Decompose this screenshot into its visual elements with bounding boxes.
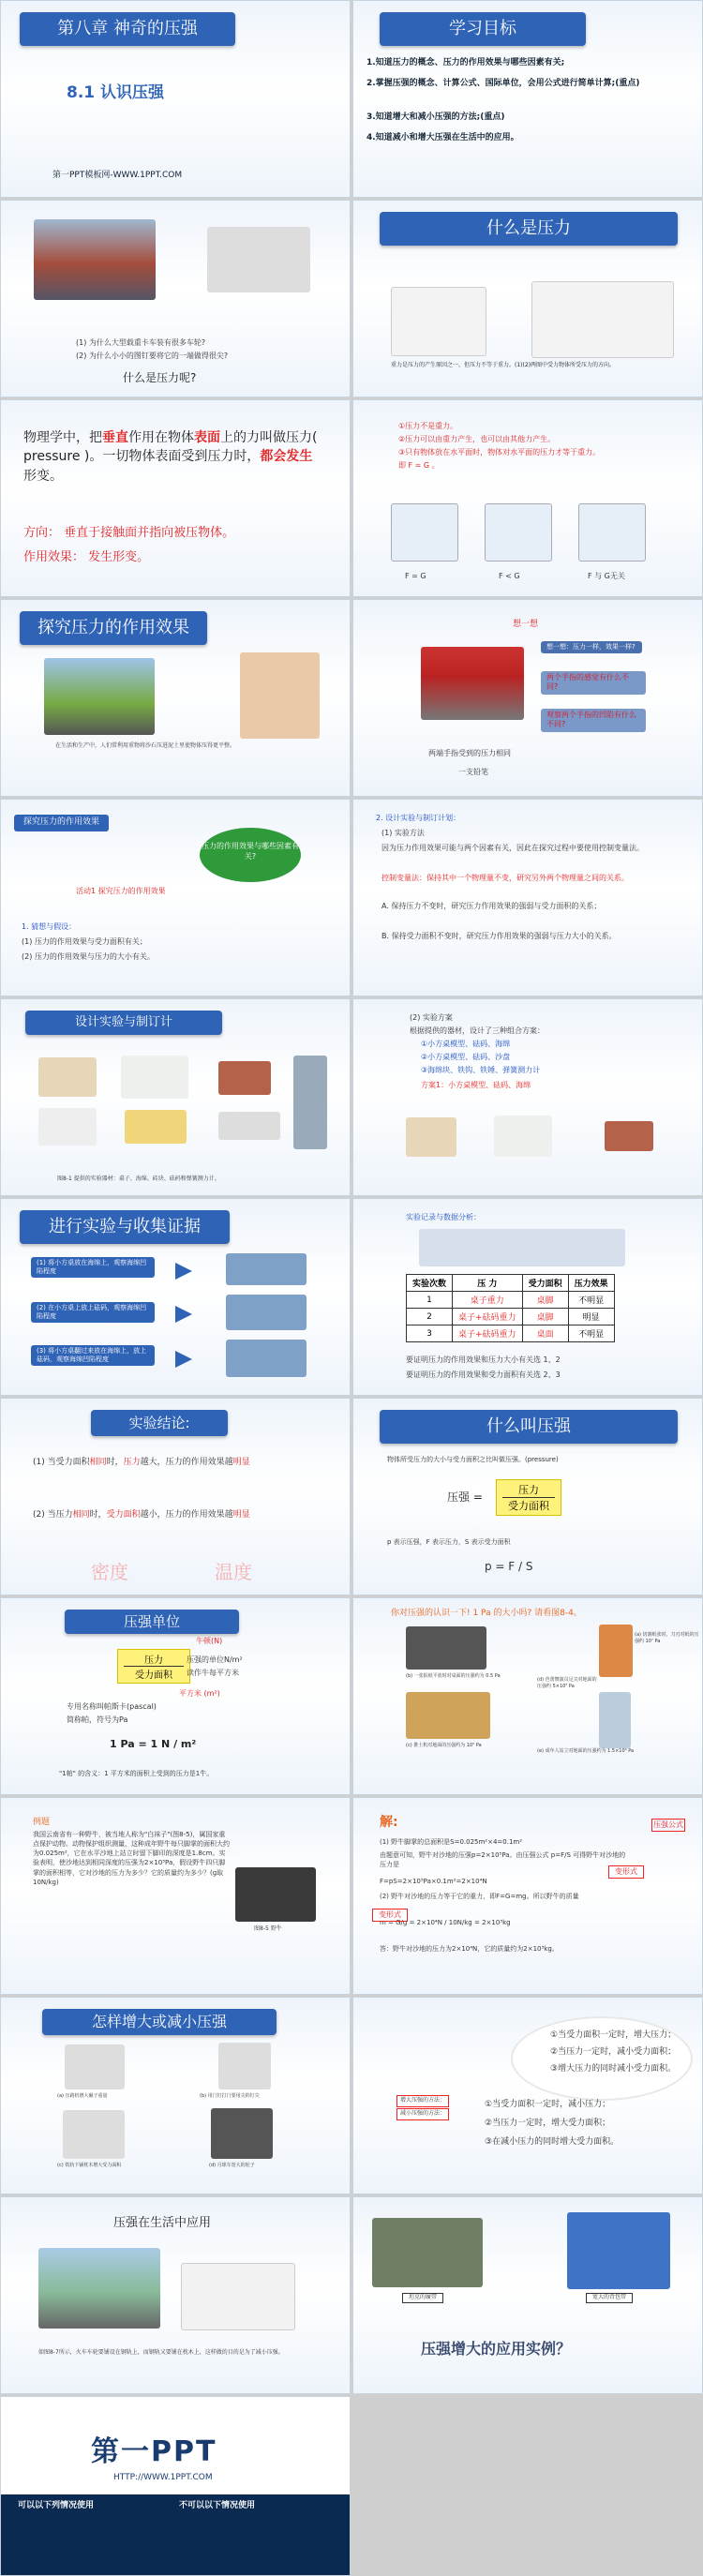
sponge-table-3 (226, 1340, 307, 1377)
cell: 桌子+砝码重力 (453, 1309, 523, 1325)
caption-b: (b) 用门钉打门要用尖的钉尖 (200, 2093, 260, 2099)
conclusion-line-1 (33, 1457, 314, 1469)
plan-a: A. 保持压力不变时，研究压力作用效果的强弱与受力面积的关系； (381, 902, 602, 910)
data-heading: 实验记录与数据分析： (406, 1213, 481, 1221)
option-3: ③海绵块、铁钩、铁锤、弹簧测力计 (421, 1066, 541, 1074)
slide-brand[interactable] (0, 2396, 351, 2576)
objective-3: 3.知道增大和减小压强的方法;(重点) (366, 112, 505, 122)
rover-image (211, 2108, 273, 2159)
slide-applications[interactable] (0, 2196, 351, 2394)
slide-heading: 探究压力的作用效果 (14, 815, 109, 831)
sponge-table-2 (226, 1295, 307, 1330)
arrow-right-icon (175, 1306, 192, 1323)
col-header: 实验次数 (407, 1275, 453, 1292)
cell: 1 (407, 1292, 453, 1309)
brick-image (218, 1061, 271, 1095)
rail-image (63, 2110, 125, 2159)
slide-units[interactable] (0, 1597, 351, 1795)
faded-word-2: 温度 (215, 1561, 252, 1583)
objective-4: 4.知道减小和增大压强在生活中的应用。 (366, 133, 519, 142)
cell: 明显 (568, 1309, 614, 1325)
slide-pressure-def[interactable] (352, 1398, 703, 1595)
label-increase: 增大压强的方法： (396, 2095, 449, 2107)
cell: 不明显 (568, 1325, 614, 1342)
text: 压力 (123, 1458, 141, 1467)
cell: 桌子+砝码重力 (453, 1325, 523, 1342)
ox-caption: 图8-5 野牛 (254, 1925, 282, 1932)
label-f-eq-g: F = G (405, 572, 426, 580)
step-5: m = G/g = 2×10⁴N / 10N/kg = 2×10³kg (380, 1919, 511, 1926)
diagram-wall (578, 503, 646, 562)
usage-panel (1, 2494, 351, 2576)
def-part-3: 作用在物体 (128, 430, 194, 445)
cell: 桌脚 (522, 1292, 568, 1309)
faded-word-1: 密度 (91, 1561, 128, 1583)
diagram-flat (391, 503, 458, 562)
slide-heading: 探究压力的作用效果 (20, 611, 207, 645)
cell: 2 (407, 1309, 453, 1325)
step-2: 由题意可知，野牛对沙地的压强p=2×10⁵Pa。由压强公式 p=F/S 可得野牛对沙地的压力是 (380, 1851, 626, 1869)
effect-text: 作用效果： 发生形变。 (23, 550, 150, 564)
slide-design[interactable] (352, 799, 703, 996)
option-1: ①小方桌模型、砝码、海绵 (421, 1040, 511, 1048)
unit-formula-box: 压力 受力面积 (117, 1649, 190, 1684)
text: 明显 (232, 1458, 250, 1467)
conclusion-1: 要证明压力的作用效果和压力大小有关选 1、2 (406, 1355, 561, 1364)
knife-image (599, 1625, 633, 1677)
text: (2) 当压力 (33, 1510, 73, 1520)
sponge-block-image (125, 1110, 187, 1144)
table-image (406, 1117, 456, 1157)
pressure-label: 压强 = (447, 1490, 483, 1504)
col-header: 压 力 (453, 1275, 523, 1292)
text: 相同 (89, 1458, 107, 1467)
def-surface: 表面 (194, 430, 220, 445)
unit-note-1: 压强的单位N/m² (187, 1655, 243, 1664)
note-4: 即 F = G 。 (398, 461, 440, 470)
text: 受力面积 (106, 1510, 141, 1520)
tag-variant-2: 变形式 (372, 1909, 408, 1922)
unit-sqm: 平方米 (m²) (179, 1689, 220, 1698)
brand-logo: 第一PPT (91, 2435, 217, 2468)
slide-equipment[interactable] (0, 998, 351, 1196)
increase-1: ①当受力面积一定时，增大压力； (550, 2030, 677, 2040)
slide-pa-examples[interactable] (352, 1597, 703, 1795)
applications-text: 如图8-7所示，火车车轮要铺设在钢轨上，而钢轨又要铺在枕木上，这样做的目的是为了减小压强。 (38, 2349, 284, 2356)
question-2: (2) 为什么小小的图钉要将它的一端做得很尖? (76, 352, 229, 360)
hypothesis-cloud: 压力的作用效果与哪些因素有关? (200, 828, 301, 882)
caption-1: 两端手指受到的压力相同 (428, 749, 511, 757)
text: (1) 当受力面积 (33, 1458, 90, 1467)
chapter-title: 第八章 神奇的压强 (20, 12, 235, 46)
increase-3: ③增大压力的同时减小受力面积。 (550, 2064, 677, 2074)
slide-definition[interactable] (0, 399, 351, 597)
text: 越小，压力的作用效果越 (140, 1510, 233, 1520)
answer: 答：野牛对沙地的压力为2×10⁴N，它的质量约为2×10³kg。 (380, 1945, 559, 1953)
note-2: ②压力可以由重力产生，也可以由其他力产生。 (398, 435, 556, 443)
cell: 桌面 (522, 1325, 568, 1342)
control-variable-text: 控制变量法：保持其中一个物理量不变，研究另外两个物理量之间的关系。 (381, 874, 629, 882)
empty-cell (352, 2396, 703, 2576)
table-header (407, 1275, 615, 1292)
sponge-image (121, 1056, 188, 1099)
cell: 桌脚 (522, 1309, 568, 1325)
backpack-caption: 宽大的背包带 (586, 2293, 633, 2303)
slide-increase-decrease[interactable] (0, 1997, 351, 2194)
caption-a: (a) 切割纸张时，刀刃对纸的压强约 10⁷ Pa (635, 1632, 699, 1645)
method-text: 因为压力作用效果可能与两个因素有关，因此在探究过程中要使用控制变量法。 (381, 844, 644, 852)
solution-heading: 解: (380, 1815, 398, 1830)
objective-2: 2.掌握压强的概念、计算公式、国际单位，会用公式进行简单计算;(重点) (366, 79, 640, 88)
text: 明显 (232, 1510, 250, 1520)
design-heading: 2. 设计实验与制订计划： (376, 814, 461, 822)
usage-forbidden: 不可以以下情况使用 (179, 2501, 256, 2510)
increase-2: ②当压力一定时，减小受力面积； (550, 2047, 677, 2057)
caption-b: (b) 一张报纸平放时对桌面的压强约为 0.5 Pa (406, 1673, 501, 1679)
brick-image (605, 1121, 653, 1151)
label-f-unrelated: F 与 G无关 (588, 572, 625, 580)
conclusion-2: 要证明压力的作用效果和受力面积有关选 2、3 (406, 1370, 561, 1379)
rope-image (38, 1108, 97, 1146)
slide-examples-question[interactable] (352, 2196, 703, 2394)
bottle-on-table-image (391, 287, 486, 356)
data-table (406, 1274, 615, 1342)
label-f-lt-g: F < G (499, 572, 520, 580)
what-is-pressure-question: 什么是压力呢? (123, 371, 197, 384)
objectives-title: 学习目标 (380, 12, 586, 46)
slide-conclusion[interactable] (0, 1398, 351, 1595)
text: 越大，压力的作用效果越 (140, 1458, 233, 1467)
sponge-table-1 (226, 1253, 307, 1285)
symbols-text: p 表示压强，F 表示压力，S 表示受力面积 (387, 1538, 511, 1546)
wild-ox-image (235, 1867, 316, 1922)
step-1: (1) 野牛脚掌的总面积是S=0.025m²×4=0.1m² (380, 1838, 523, 1846)
sponge-image (494, 1116, 552, 1157)
table-image (38, 1057, 97, 1097)
pascal-name: 专用名称叫帕斯卡(pascal) (67, 1702, 157, 1711)
note-1: ①压力不是重力。 (398, 422, 458, 430)
text: 时， (89, 1510, 107, 1520)
step-2: (2) 在小方桌上放上砝码，观察海绵凹陷程度 (31, 1302, 155, 1323)
caption-d: (d) 月球车宽大的轮子 (209, 2163, 255, 2168)
question-text: 压强增大的应用实例？ (421, 2340, 572, 2358)
think-q2: 两个手指的感觉有什么不同? (541, 671, 646, 695)
brand-url[interactable]: HTTP://WWW.1PPT.COM (113, 2473, 213, 2482)
nail-image (218, 2043, 271, 2089)
caption-d: (d) 芭蕾舞演员足尖对地面的压强约 5×10⁵ Pa (537, 1677, 597, 1690)
caption-a: (a) 压路机增大碾子重量 (57, 2093, 108, 2099)
slide-objectives[interactable] (352, 0, 703, 198)
slide-heading: 设计实验与制订计 (25, 1011, 222, 1035)
def-part-1: 物理学中，把 (23, 430, 102, 445)
formula-box (496, 1479, 561, 1516)
slide-intro-question[interactable] (0, 200, 351, 397)
slide-heading: 你对压强的认识一下! 1 Pa 的大小吗? 请看图8-4。 (391, 1609, 582, 1618)
equipment-caption: 图8-1 提供的实验器材：桌子、海绵、砖块、砝码和弹簧测力计。 (57, 1176, 220, 1182)
denominator: 受力面积 (508, 1500, 549, 1512)
cell: 不明显 (568, 1292, 614, 1309)
decrease-3: ③在减小压力的同时增大受力面积。 (485, 2137, 620, 2147)
pascal-equation: 1 Pa = 1 N / m² (110, 1738, 197, 1750)
col-header: 压力效果 (568, 1275, 614, 1292)
usage-allowed: 可以以下列情况使用 (18, 2501, 95, 2510)
note-3: ③只有物体放在水平面时，物体对水平面的压力才等于重力。 (398, 448, 601, 457)
step-4: (2) 野牛对沙地的压力等于它的重力，即F=G=mg。所以野牛的质量 (380, 1893, 579, 1900)
label-decrease: 减小压强的方法： (396, 2108, 449, 2120)
arrow-right-icon (175, 1263, 192, 1280)
decrease-2: ②当压力一定时，增大受力面积； (485, 2119, 611, 2128)
slide-explore-effect[interactable] (0, 599, 351, 797)
cell: 3 (407, 1325, 453, 1342)
step-3: F=pS=2×10⁵Pa×0.1m²=2×10⁴N (380, 1878, 487, 1885)
definition-text (23, 428, 323, 486)
example-text: 我国云南省有一种野牛，被当地人称为"白袜子"(图8-5)，属国家重点保护动物。动物保护组织测量，这种成年野牛每只脚掌的面积大约为0.025m²，它在水平沙地上站立时留下脚印的深度是1.8cm。实验表明，使沙地达到相同深度的压强为2×10⁵Pa，假设野牛四只脚掌的面积相等，它对沙地的压力为多少？它的质量约为多少？(g取10N/kg) (33, 1831, 230, 1886)
chosen-plan: 方案1：小方桌模型、砝码、海绵 (421, 1081, 531, 1089)
incline-block-image (531, 281, 674, 358)
objective-1: 1.知道压力的概念、压力的作用效果与哪些因素有关; (366, 58, 565, 67)
step-3: (3) 将小方桌翻过来放在海绵上，放上砝码，观察海绵凹陷程度 (31, 1345, 155, 1366)
slide-example[interactable] (0, 1797, 351, 1995)
plan-b: B. 保持受力面积不变时，研究压力作用效果的强弱与压力大小的关系。 (381, 932, 617, 940)
plan-intro: 根据提供的器材，设计了三种组合方案： (410, 1026, 545, 1035)
experiment-diagram (419, 1229, 625, 1266)
option-2: ②小方桌模型、砝码、沙盘 (421, 1053, 511, 1061)
slide-heading: 压强在生活中应用 (113, 2216, 212, 2230)
table-row (407, 1309, 615, 1325)
rail-diagram (181, 2263, 295, 2330)
slide-heading: 进行实验与收集证据 (20, 1210, 230, 1244)
text: 相同 (72, 1510, 90, 1520)
think-q3: 观察两个手指的凹陷有什么不同? (541, 709, 646, 732)
slide-methods[interactable] (352, 1997, 703, 2194)
truck-image (34, 219, 156, 300)
table-row (407, 1325, 615, 1342)
thumbtack-image (207, 227, 310, 292)
caption-2: 一支铅笔 (458, 768, 488, 776)
decrease-1: ①当受力面积一定时，减小压力； (485, 2100, 611, 2109)
tank-image (372, 2218, 483, 2287)
def-part-7: 形变。 (23, 468, 63, 484)
site-text: 第一PPT模板网-WWW.1PPT.COM (52, 171, 183, 180)
pencil-fingers-image (421, 647, 524, 720)
section-title: 8.1 认识压强 (67, 83, 165, 102)
example-heading: 例题 (33, 1818, 51, 1827)
slide-think[interactable] (352, 599, 703, 797)
col-header: 受力面积 (522, 1275, 568, 1292)
tag-variant-1: 变形式 (608, 1865, 644, 1879)
slide-solution[interactable] (352, 1797, 703, 1995)
think-q1: 想一想：压力一样，效果一样? (541, 641, 642, 653)
finger-image (240, 652, 320, 739)
def-part-5: 上的力叫做压力( pressure )。一切物体表面受到压力时， (23, 430, 318, 465)
bulldozer-image (406, 1692, 490, 1739)
railway-image (38, 2248, 160, 2329)
tag-formula: 压强公式 (651, 1819, 685, 1832)
slide-hypothesis[interactable] (0, 799, 351, 996)
slide-heading: 怎样增大或减小压强 (42, 2009, 277, 2035)
step-1: (1) 将小方桌放在海绵上，观察海绵凹陷程度 (31, 1257, 155, 1278)
unit-note-2: 读作牛每平方米 (187, 1669, 239, 1677)
text: 时， (106, 1458, 124, 1467)
think-heading: 想一想 (513, 620, 539, 629)
slide-heading: 实验结论: (91, 1410, 228, 1436)
slide-heading: 什么是压力 (380, 212, 678, 246)
caption-e: (e) 成年人站立对地面的压强约为 1.5×10⁴ Pa (537, 1748, 635, 1754)
slide-experiment[interactable] (0, 1198, 351, 1396)
cell: 桌子重力 (453, 1292, 523, 1309)
spring-scale-image (293, 1056, 327, 1149)
slide-data[interactable] (352, 1198, 703, 1396)
backpack-image (567, 2212, 670, 2289)
arrow-right-icon (175, 1351, 192, 1368)
caption-c: (c) 铁轨下铺枕木增大受力面积 (57, 2163, 122, 2168)
newspaper-image (406, 1626, 486, 1670)
def-vertical: 垂直 (102, 430, 128, 445)
guess-label: 1. 猜想与假设： (22, 922, 77, 931)
slide-title[interactable] (0, 0, 351, 198)
roller-image (65, 2044, 125, 2089)
unit-newton: 牛顿(N) (196, 1637, 223, 1645)
direction-text: 方向： 垂直于接触面并指向被压物体。 (23, 526, 235, 540)
truck-road-image (44, 658, 155, 735)
method-label: (1) 实验方法 (381, 829, 425, 837)
slide-heading: 什么叫压强 (380, 1410, 678, 1444)
slide-force-vs-gravity[interactable] (352, 399, 703, 597)
pascal-symbol: 简称帕，符号为Pa (67, 1715, 128, 1724)
slide-what-is-force[interactable] (352, 200, 703, 397)
figure-caption: 重力是压力的产生原因之一，但压力不等于重力。(1)(2)两图中受力物体所受压力的方向。 (391, 362, 615, 368)
weights-image (218, 1112, 280, 1140)
tank-caption: 坦克的履带 (402, 2293, 443, 2303)
def-occurs: 都会发生 (260, 449, 313, 465)
guess-1: (1) 压力的作用效果与受力面积有关； (22, 937, 147, 946)
explore-text: 在生活和生产中，人们常利用重物将沙石压进泥土里使物体压得更平整。 (55, 742, 236, 749)
formula-symbolic: p = F / S (485, 1560, 533, 1573)
question-1: (1) 为什么大型载重卡车装有很多车轮? (76, 338, 206, 347)
diagram-incline (485, 503, 552, 562)
activity-label: 活动1 探究压力的作用效果 (76, 887, 166, 895)
table-row (407, 1292, 615, 1309)
slide-heading: 压强单位 (65, 1610, 239, 1634)
numerator: 压力 (502, 1482, 555, 1498)
pascal-meaning: "1帕" 的含义：1 平方米的面积上受到的压力是1牛。 (59, 1770, 214, 1777)
caption-c: (c) 推土机对地面的压强约为 10⁵ Pa (406, 1743, 482, 1748)
ballet-image (599, 1692, 631, 1748)
conclusion-line-2 (33, 1509, 314, 1521)
guess-2: (2) 压力的作用效果与压力的大小有关。 (22, 952, 155, 961)
pressure-definition: 物体所受压力的大小与受力面积之比叫做压强。(pressure) (387, 1456, 559, 1463)
slide-plan[interactable] (352, 998, 703, 1196)
plan-heading: (2) 实验方案 (410, 1013, 453, 1022)
